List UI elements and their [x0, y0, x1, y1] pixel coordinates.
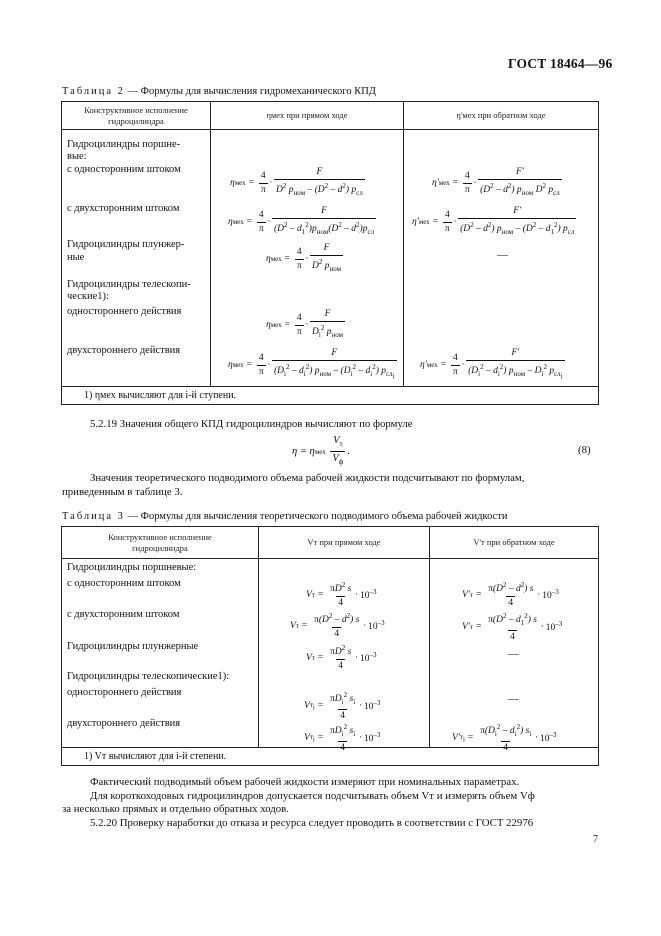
t3-row-label: с односторонним штоком [67, 578, 181, 589]
table2-caption-label: Таблица 2 [62, 86, 125, 97]
t2-row-label: Гидроцилиндры телескопи- [67, 279, 191, 290]
table3-caption-text: — Формулы для вычисления теоретического подводимого объема рабочей жидкости [124, 511, 508, 522]
table3-col1-header-line1: Конструктивное исполнение [108, 531, 212, 542]
t2-row-label: ческие1): [67, 291, 109, 302]
t3-row-label: Гидроцилиндры телескопические1): [67, 671, 230, 682]
t2-formula-reverse: η′ мех = $\frac{4}{\pi}$ · $\frac{F'}{(D^2 - d^2) p_{ном} - (D^2 - d_1^2) p_{сл}}$ [412, 206, 575, 237]
table3-col1-header-line2: гидроцилиндра [132, 542, 188, 553]
t3-row-label: Гидроцилиндры плунжерные [67, 641, 199, 652]
t2-formula-reverse: η′ мех = $\frac{4}{\pi}$ · $\frac{F'}{(D_i^2 - d_i^2) p_{ном} - D_i^2 p_{сл_i}}$ [420, 348, 563, 381]
t2-formula: η мех = $\frac{4}{\pi}$ · $\frac{F}{(D_i^2 - d_i^2) p_{ном} - (D_i^2 - d_i^2) p_{сл_i}}$ [228, 348, 395, 381]
t2-row-label: Гидроцилиндры поршне- [67, 139, 181, 150]
t3-formula: V $т_i$ = $\frac{\pi D_i^2 s_i}{4}$ · $10^{-3}$ [304, 691, 381, 722]
table2-col3-header: η'мех при обратном ходе [404, 102, 599, 130]
clause-5-2-19: 5.2.19 Значения общего КПД гидроцилиндров вычисляют по формуле [90, 418, 413, 430]
equation-number: (8) [578, 444, 591, 456]
table2-footnote: 1) ηмех вычисляют для i-й ступени. [62, 387, 599, 405]
t3-formula-reverse: V′ $т_i$ = $\frac{\pi(D_i^2 - d_i^2) s_i}{4}$ · $10^{-3}$ [452, 723, 557, 754]
table2-col2-header: ηмех при прямом ходе [211, 102, 404, 130]
table3-caption-label: Таблица 3 [62, 511, 125, 522]
t2-row-label: ные [67, 252, 85, 263]
t2-row-label: вые: [67, 151, 87, 162]
table2-col1-header-line1: Конструктивное исполнение [84, 104, 188, 115]
t3-formula-reverse: V′ т = $\frac{\pi(D^2 - d_1^2) s}{4}$ · $10^{-3}$ [462, 612, 563, 643]
closing-line: Для короткоходовых гидроцилиндров допускается подсчитывать объем Vт и измерять объем Vф [90, 790, 535, 802]
table2-caption-text: — Формулы для вычисления гидромеханического КПД [124, 86, 376, 97]
table2-caption [62, 86, 376, 97]
table3-col1-header [62, 527, 259, 559]
t3-formula-reverse: V′ т = $\frac{\pi(D^2 - d^2) s}{4}$ · $10^{-3}$ [462, 581, 559, 609]
t3-row-label: с двухсторонним штоком [67, 609, 180, 620]
table3-caption [62, 511, 507, 522]
t2-row-label: одностороннего действия [67, 306, 182, 317]
t2-dash: — [497, 249, 508, 261]
paragraph-line: приведенным в таблице 3. [62, 486, 183, 498]
t2-row-label: с двухсторонним штоком [67, 203, 180, 214]
t2-formula: η мех = $\frac{4}{\pi}$ · $\frac{F}{(D^2 - d_1^2)p_{ном}(D^2 - d^2)p_{сл}}$ [228, 206, 375, 237]
paragraph-line: Значения теоретического подводимого объема рабочей жидкости подсчитывают по формулам, [90, 472, 525, 484]
t2-row-label: с односторонним штоком [67, 164, 181, 175]
t2-row-label: двухстороннего действия [67, 345, 181, 356]
formula-8: η = η мех $\frac{V_т}{V_ф}$ . [292, 435, 350, 467]
closing-line: за несколько прямых и отдельно обратных ходов. [62, 803, 289, 815]
closing-line: Фактический подводимый объем рабочей жидкости измеряют при номинальных параметрах. [90, 776, 520, 788]
t3-formula: V т = $\frac{\pi D^2 s}{4}$ · $10^{-3}$ [306, 644, 377, 672]
t2-formula-reverse: η′ мех = $\frac{4}{\pi}$ · $\frac{F'}{(D^2 - d^2) p_{ном} D^2 p_{сл}}$ [432, 167, 560, 198]
table3-col2-header: Vт при прямом ходе [259, 527, 430, 559]
table3-col3-header: V'т при обратном ходе [430, 527, 599, 559]
document-code: ГОСТ 18464—96 [508, 56, 613, 71]
t3-row-label: одностороннего действия [67, 687, 182, 698]
t3-dash: — [508, 648, 519, 660]
t3-dash: — [508, 693, 519, 705]
t3-row-label: Гидроцилиндры поршневые: [67, 562, 197, 573]
table3-footnote: 1) Vт вычисляют для i-й степени. [62, 748, 599, 766]
t3-formula: V т = $\frac{\pi(D^2 - d^2) s}{4}$ · $10^{-3}$ [290, 612, 385, 640]
t2-formula: η мех = $\frac{4}{\pi}$ · $\frac{F}{D^2 p_{ном} - (D^2 - d^2) p_{сл}}$ [230, 167, 363, 198]
clause-5-2-20: 5.2.20 Проверку наработки до отказа и ресурса следует проводить в соответствии с ГОСТ 22976 [90, 817, 534, 829]
table2-col1-header-line2: гидроцилиндра [108, 115, 164, 126]
t2-formula: η мех = $\frac{4}{\pi}$ · $\frac{F}{D_i^2 p_{ном}}$ [266, 309, 344, 340]
t3-formula: V $т_i$ = $\frac{\pi D_i^2 s_i}{4}$ · $10^{-3}$ [304, 723, 381, 754]
t2-formula: η мех = $\frac{4}{\pi}$ · $\frac{F}{D^2 p_{ном}}$ [266, 243, 342, 274]
table2-col1-header [62, 102, 211, 130]
t3-row-label: двухстороннего действия [67, 718, 181, 729]
page-number: 7 [593, 834, 598, 845]
t3-formula: V т = $\frac{\pi D^2 s}{4}$ · $10^{-3}$ [306, 581, 377, 609]
t2-row-label: Гидроцилиндры плунжер- [67, 239, 185, 250]
